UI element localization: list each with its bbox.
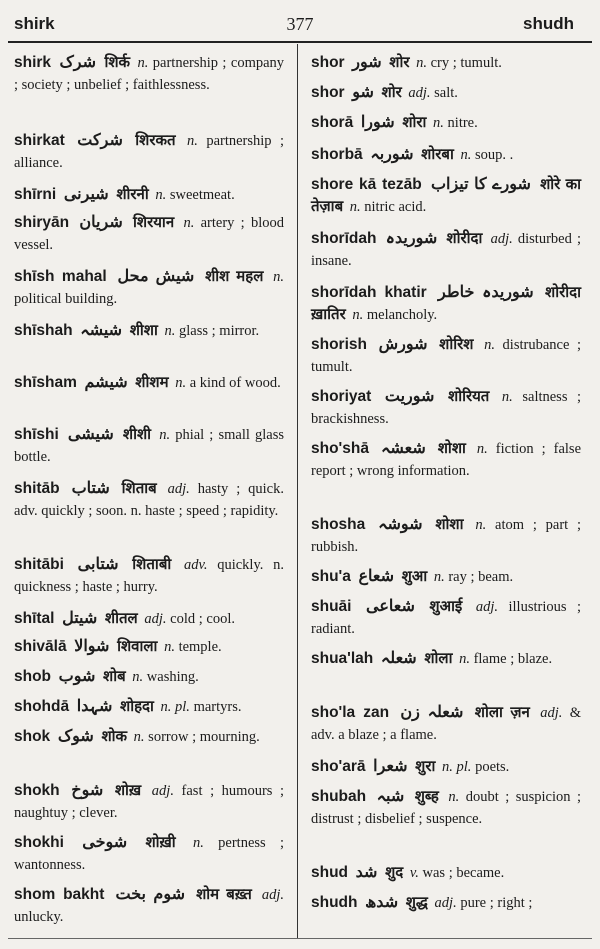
urdu-script: شہدا [76,698,113,715]
devanagari-script: शोरबा [421,147,454,163]
definition: cry ; tumult. [430,55,502,71]
devanagari-script: शोहदा [120,699,154,715]
devanagari-script: शोला ज़न [474,705,530,721]
headword: shohdā [14,698,70,715]
devanagari-script: शीशा [129,323,158,339]
devanagari-script: शीशम [135,375,169,391]
headword: sho'shā [311,440,369,457]
urdu-script: شعاع [358,568,395,585]
headword: shīshi [14,426,59,443]
devanagari-script: शीरनी [116,187,149,203]
headword: shīsh mahal [14,268,107,285]
headword: shor [311,54,345,71]
part-of-speech: n. [155,187,167,203]
urdu-script: شتابی [77,556,119,573]
definition: salt. [434,85,458,101]
headword: shokhi [14,834,64,851]
headword: shorish [311,336,367,353]
urdu-script: شور [352,54,382,71]
part-of-speech: adj. [151,783,174,799]
headword: shīsham [14,374,77,391]
urdu-script: شرک [59,54,97,71]
urdu-script: شعلہ زن [400,704,464,721]
headword: shoriyat [311,388,372,405]
part-of-speech: n. [137,55,149,71]
devanagari-script: शुआ [401,569,428,585]
dictionary-entry [311,334,581,378]
dictionary-entry [311,112,581,134]
urdu-script: شیرنی [63,186,109,203]
devanagari-script: शुद [385,865,404,881]
devanagari-script: शुब्ह [414,789,439,805]
definition: illustrious ; radiant. [311,599,582,637]
dictionary-entry [311,756,581,778]
part-of-speech: n. [448,789,460,805]
definition: martyrs. [193,699,242,715]
definition: a kind of wood. [189,375,281,391]
urdu-script: شوریدہ [385,230,438,247]
devanagari-script: शोरियत [448,389,490,405]
urdu-script: شریان [79,214,123,231]
urdu-script: شیش محل [117,268,195,285]
headword: shīshah [14,322,73,339]
devanagari-script: शिवाला [117,639,158,655]
dictionary-entry [311,702,581,746]
devanagari-script: शोर [381,85,402,101]
devanagari-script: शोरिश [439,337,474,353]
headword: shīrni [14,186,57,203]
definition: nitric acid. [364,199,427,215]
urdu-script: شورش [378,336,428,353]
urdu-script: شتاب [71,480,110,497]
part-of-speech: n. [164,323,176,339]
part-of-speech: n. [159,427,171,443]
headword: shua'lah [311,650,374,667]
dictionary-entry [311,438,581,482]
part-of-speech: adj. [490,231,513,247]
devanagari-script: शोला [424,651,453,667]
urdu-script: شوخ [71,782,104,799]
devanagari-script: शोशा [437,441,466,457]
headword: shu'a [311,568,351,585]
part-of-speech: adj. [167,481,190,497]
urdu-script: شیتل [62,610,98,627]
part-of-speech: n. [501,389,513,405]
part-of-speech: n. [460,147,472,163]
dictionary-entry [14,184,284,206]
part-of-speech: adj. [144,611,167,627]
devanagari-script: शिर्क [104,55,131,71]
dictionary-entry [14,608,284,630]
headword: shuāi [311,598,352,615]
part-of-speech: n. [416,55,427,71]
urdu-script: شورے کا تیزاب [430,176,531,193]
definition: melancholy. [366,307,438,323]
definition: washing. [146,669,199,685]
devanagari-script: शुरा [415,759,436,775]
definition: quickly. n. quickness ; haste ; hurry. [14,557,284,595]
dictionary-entry [14,666,284,688]
headword: shivālā [14,638,67,655]
part-of-speech: n. [476,441,488,457]
definition: doubt ; suspicion ; distrust ; disbelief ; suspence. [311,789,582,827]
headword: shorbā [311,146,363,163]
definition: soup. . [474,147,514,163]
headword: sho'la zan [311,704,390,721]
part-of-speech: n. pl. [160,699,190,715]
dictionary-entry [14,266,284,310]
definition: temple. [178,639,222,655]
devanagari-script: शोम बख़्त [196,887,252,903]
definition: saltness ; brackishness. [311,389,582,427]
devanagari-script: शोब [103,669,126,685]
definition: artery ; blood vessel. [14,215,285,253]
headword: shore kā tezāb [311,176,422,193]
dictionary-entry [311,52,581,74]
devanagari-script: शुआई [429,599,463,615]
definition: partnership ; alliance. [14,133,285,171]
definition: cold ; cool. [170,611,235,627]
definition: political building. [14,291,118,307]
headword: sho'arā [311,758,366,775]
part-of-speech: adj. [261,887,285,903]
devanagari-script: शोख़ी [145,835,176,851]
dictionary-entry [311,386,581,430]
dictionary-entry [311,892,581,914]
header-rule [8,41,592,43]
definition: pertness ; wantonness. [14,835,285,873]
headword: shokh [14,782,60,799]
urdu-script: شیشہ [80,322,123,339]
dictionary-entry [311,174,581,218]
part-of-speech: n. pl. [442,759,472,775]
dictionary-entry [14,52,284,96]
dictionary-entry [311,566,581,588]
urdu-script: شوخی [82,834,128,851]
definition: nitre. [447,115,478,131]
part-of-speech: adj. [434,895,457,911]
urdu-script: شوریت [384,388,435,405]
urdu-script: شورا [360,114,395,131]
part-of-speech: n. [433,569,445,585]
urdu-script: شوب [58,668,96,685]
dictionary-entry [311,648,581,670]
urdu-script: شرکت [77,132,123,149]
page-number: 377 [286,14,314,34]
dictionary-entry [14,636,284,658]
urdu-script: شوربہ [370,146,414,163]
headword: shor [311,84,345,101]
devanagari-script: शोक [101,729,128,745]
urdu-script: شوالا [74,638,110,655]
dictionary-entry [14,130,284,174]
dictionary-entry [14,726,284,748]
headword: shom bakht [14,886,105,903]
dictionary-entry [14,554,284,598]
part-of-speech: n. [164,639,175,655]
devanagari-script: शीश महल [205,269,264,285]
headword: shubah [311,788,367,805]
urdu-script: شو [352,84,374,101]
urdu-script: شیشی [67,426,114,443]
headword: shorīdah khatir [311,284,427,301]
headword: shok [14,728,51,745]
devanagari-script: शोरा [402,115,427,131]
urdu-script: شدھ [365,894,399,911]
dictionary-entry [14,212,284,256]
part-of-speech: n. [132,669,144,685]
page-header [0,14,600,40]
dictionary-entry [311,228,581,272]
dictionary-entry [14,372,284,394]
headword: shītal [14,610,55,627]
devanagari-script: शिताब [121,481,157,497]
devanagari-script: शोरीदा [446,231,483,247]
headword: shob [14,668,52,685]
urdu-script: شبہ [376,788,405,805]
devanagari-script: शुद्ध [405,895,428,911]
urdu-script: شوشہ [378,516,423,533]
definition: sweetmeat. [169,187,235,203]
dictionary-entry [14,696,284,718]
dictionary-entry [311,786,581,830]
definition: hasty ; quick. adv. quickly ; soon. n. haste ; speed ; rapidity. [14,481,284,519]
part-of-speech: n. [352,307,364,323]
part-of-speech: v. [409,865,419,881]
definition: poets. [475,759,510,775]
headword: shitāb [14,480,60,497]
devanagari-script: शिताबी [132,557,172,573]
part-of-speech: adv. [184,557,208,573]
definition: distrubance ; tumult. [311,337,582,375]
part-of-speech: adj. [408,85,431,101]
dictionary-entry [311,282,581,326]
devanagari-script: शीशी [122,427,152,443]
urdu-script: شعلہ [380,650,417,667]
part-of-speech: n. [187,133,198,149]
devanagari-script: शोर [389,55,410,71]
devanagari-script: शोख़ [114,783,142,799]
urdu-script: شعرا [373,758,408,775]
part-of-speech: n. [273,269,285,285]
definition: sorrow ; mourning. [148,729,260,745]
part-of-speech: n. [133,729,145,745]
definition: fast ; humours ; naughtuy ; clever. [14,783,285,821]
headword: shitābi [14,556,64,573]
part-of-speech: n. [183,215,195,231]
dictionary-entry [14,478,284,522]
dictionary-entry [14,832,284,876]
part-of-speech: n. [475,517,487,533]
part-of-speech: n. [433,115,444,131]
definition: unlucky. [14,909,64,925]
dictionary-entry [311,596,581,640]
urdu-script: شوک [57,728,94,745]
definition: pure ; right ; [460,895,533,911]
dictionary-entry [311,82,581,104]
dictionary-entry [14,320,284,342]
part-of-speech: adj. [540,705,563,721]
part-of-speech: n. [484,337,495,353]
headword: shudh [311,894,358,911]
definition: fiction ; false report ; wrong information. [311,441,582,479]
urdu-script: شعاعی [366,598,415,615]
definition: was ; became. [422,865,505,881]
guide-word-right: shudh [523,14,574,33]
headword: shirkat [14,132,65,149]
dictionary-entry [311,144,581,166]
part-of-speech: n. [193,835,204,851]
urdu-script: شد [355,864,378,881]
part-of-speech: adj. [475,599,498,615]
devanagari-script: शोशा [435,517,464,533]
headword: shorīdah [311,230,377,247]
headword: shosha [311,516,366,533]
devanagari-script: शिरयान [133,215,175,231]
urdu-script: شعشہ [380,440,426,457]
headword: shud [311,864,349,881]
definition: flame ; blaze. [473,651,553,667]
dictionary-entry [14,424,284,468]
guide-word-left: shirk [14,14,55,33]
part-of-speech: n. [175,375,187,391]
dictionary-entry [311,514,581,558]
definition: & adv. a blaze ; a flame. [311,705,582,743]
dictionary-entry [14,884,284,928]
definition: disturbed ; insane. [311,231,582,269]
definition: phial ; small glass bottle. [14,427,284,465]
devanagari-script: शिरकत [135,133,176,149]
urdu-script: شیشم [84,374,128,391]
definition: atom ; part ; rubbish. [311,517,582,555]
definition: partnership ; company ; society ; unbelief ; faithlessness. [14,55,285,93]
headword: shorā [311,114,354,131]
headword: shiryān [14,214,70,231]
dictionary-entry [311,862,581,884]
urdu-script: شوم بخت [115,886,185,903]
dictionary-entry [14,780,284,824]
devanagari-script: शोरे का तेज़ाब [311,177,581,215]
devanagari-script: शोरीदा ख़ातिर [311,285,582,323]
part-of-speech: n. [459,651,470,667]
column-divider [297,44,298,939]
urdu-script: شوریدہ خاطر [438,284,534,301]
definition: glass ; mirror. [179,323,260,339]
definition: ray ; beam. [448,569,514,585]
part-of-speech: n. [349,199,361,215]
devanagari-script: शीतल [104,611,138,627]
footer-rule [8,938,592,939]
headword: shirk [14,54,52,71]
